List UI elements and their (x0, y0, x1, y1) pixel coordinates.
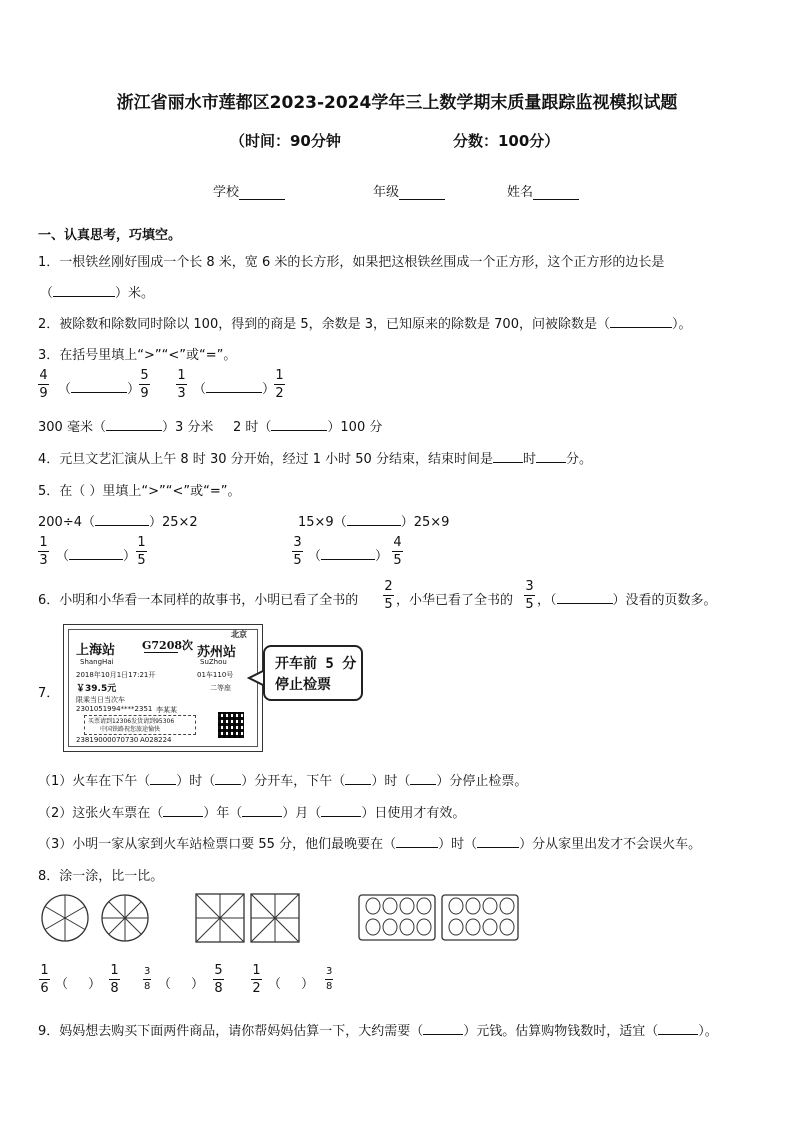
q3-row2-c: 2 时（ (233, 420, 272, 435)
square-eight-parts-b (251, 894, 299, 942)
exam-score: 分数：100分） (453, 132, 560, 150)
q9-close: ）。 (698, 1024, 718, 1039)
q9-text (38, 1020, 718, 1039)
speech-bubble (263, 645, 363, 701)
q2-close: ）。 (671, 317, 692, 332)
strawberry-icon (366, 919, 380, 935)
q3-blank-2[interactable] (206, 381, 262, 393)
q3-blank-1[interactable] (71, 381, 127, 393)
ticket-to: 苏州站 (197, 645, 237, 660)
q8-frac-2: 1 8 (110, 963, 119, 996)
q6-paren: ，（ (537, 593, 557, 608)
q9-blank-2[interactable] (658, 1023, 698, 1035)
ticket-train: G7208次 (142, 639, 194, 652)
ticket-seat: 二等座 (210, 684, 231, 692)
strawberry-icon (400, 898, 414, 914)
q2-stem: 2．被除数和除数同时除以 100，得到的商是 5，余数是 3，已知原来的除数是 700，问被除数是（ (38, 317, 610, 332)
strawberry-icon (417, 919, 431, 935)
strawberry-icon (500, 898, 514, 914)
squares-figure (195, 893, 301, 945)
name-blank[interactable] (533, 187, 579, 200)
name-label: 姓名 (507, 185, 534, 200)
q5-compare-4: （ ） (308, 549, 389, 564)
grade-blank[interactable] (399, 187, 445, 200)
q8-frac-3: 3 8 (144, 966, 151, 992)
school-blank[interactable] (239, 187, 285, 200)
school-field[interactable] (213, 181, 285, 200)
q8-compare-2: （ ） (158, 977, 205, 992)
q7-2-blank-c[interactable] (321, 805, 361, 817)
ticket-datetime: 2018年10月1日17:21开 (76, 671, 156, 679)
ticket-notice-1: 买票请到12306发货请到95306 (88, 718, 175, 725)
q5-blank-4[interactable] (321, 548, 375, 560)
ticket-note: 限乘当日当次车 (76, 696, 125, 704)
q6-frac-a: 2 5 (384, 579, 393, 612)
q9-stem: 9．妈妈想去购买下面两件商品，请你帮妈妈估算一下，大约需要（ (38, 1024, 424, 1039)
square-eight-parts-a (196, 894, 244, 942)
q7-3-blank-b[interactable] (477, 836, 519, 848)
ticket-notice-2: 中国铁路祝您旅途愉快 (100, 726, 161, 733)
q7-2-blank-b[interactable] (242, 805, 282, 817)
ticket-serial-2: A028224 (140, 736, 172, 744)
q2-text (38, 313, 692, 332)
q5-blank-3[interactable] (69, 548, 123, 560)
q4-blank-hour[interactable] (493, 451, 523, 463)
q7-3-blank-a[interactable] (396, 836, 438, 848)
ticket-from-pinyin: ShangHai (80, 658, 114, 666)
grade-field[interactable] (373, 181, 445, 200)
ticket-city-stamp: 北京 (231, 630, 247, 639)
q4-hour: 时 (522, 452, 536, 467)
q3-compare-2: （ ） (193, 382, 276, 397)
q8-blank-1[interactable] (68, 977, 88, 988)
q3-row2-d: ）100 分 (327, 420, 383, 435)
ticket-id: 2301051994****2351 (76, 705, 153, 713)
q5-text: 5．在（ ）里填上“>”“<”或“=”。 (38, 484, 241, 499)
q8-frac-1: 1 6 (40, 963, 49, 996)
strawberry-icon (383, 919, 397, 935)
ticket-to-pinyin: SuZhou (200, 658, 227, 666)
q5-blank-1[interactable] (95, 514, 149, 526)
q5-b-left: 15×9（ (298, 515, 347, 530)
q5-a-right: ）25×2 (148, 515, 198, 530)
circle-six-parts (42, 895, 88, 941)
q5-frac-b: 1 5 (137, 535, 146, 568)
strawberry-icon (466, 898, 480, 914)
bubble-line-1: 开车前 5 分 (275, 656, 357, 672)
strawberry-icon (449, 919, 463, 935)
q7-sub1: （1）火车在下午（ ）时（ ）分开车，下午（ ）时（ ）分停止检票。 (38, 774, 528, 789)
q3-compare-1: （ ） (58, 382, 141, 397)
strawberry-icon (466, 919, 480, 935)
q9-blank-1[interactable] (423, 1023, 463, 1035)
q1-blank[interactable] (53, 285, 115, 297)
strawberry-icon (483, 898, 497, 914)
q3-blank-4[interactable] (271, 419, 327, 431)
section-heading: 一、认真思考，巧填空。 (38, 228, 182, 243)
q3-blank-3[interactable] (106, 419, 162, 431)
ticket-arrow (144, 652, 178, 653)
strawberry-icon (366, 898, 380, 914)
strawberry-icon (500, 919, 514, 935)
name-field[interactable] (507, 181, 579, 200)
strawberry-icon (400, 919, 414, 935)
strawberry-icon (383, 898, 397, 914)
q6-pre: 6．小明和小华看一本同样的故事书，小明已看了全书的 (38, 593, 359, 608)
q6-blank[interactable] (557, 592, 613, 604)
q5-compare-3: （ ） (56, 549, 137, 564)
q7-1-blank-c[interactable] (345, 773, 371, 785)
circle-eight-parts (102, 895, 148, 941)
school-label: 学校 (213, 185, 240, 200)
qr-code-icon (218, 712, 244, 738)
q1-paren-close: ）米。 (115, 286, 155, 301)
q1-text: 1．一根铁丝刚好围成一个长 8 米，宽 6 米的长方形，如果把这根铁丝围成一个正方形，这个正方形的边长是 (38, 255, 665, 270)
q7-sub3: （3）小明一家从家到火车站检票口要 55 分，他们最晚要在（ ）时（ ）分从家里出发才不会误火车。 (38, 837, 702, 852)
ticket-passenger: 李某某 (156, 706, 177, 714)
q3-row2-2 (233, 416, 382, 435)
q3-frac-d: 1 2 (275, 368, 284, 401)
q8-compare-1: （ ） (55, 977, 102, 992)
q3-row2-a: 300 毫米（ (38, 420, 106, 435)
q5-b-right: ）25×9 (400, 515, 450, 530)
strawberry-icon (483, 919, 497, 935)
q5-blank-2[interactable] (347, 514, 401, 526)
q6-post (537, 589, 717, 608)
strawberry-icon (417, 898, 431, 914)
q7-1-blank-a[interactable] (150, 773, 176, 785)
ticket-car: 01车110号 (197, 671, 234, 679)
ticket-price: ￥39.5元 (76, 684, 117, 694)
q8-text: 8．涂一涂，比一比。 (38, 869, 164, 884)
q1-answer-line (40, 282, 154, 301)
q5-frac-c: 3 5 (293, 535, 302, 568)
bubble-line-2: 停止检票 (275, 677, 331, 693)
q7-2-blank-a[interactable] (163, 805, 203, 817)
q7-number: 7． (38, 686, 60, 701)
q5-a-left: 200÷4（ (38, 515, 95, 530)
q9-mid: ）元钱。估算购物钱数时，适宜（ (463, 1024, 659, 1039)
q7-1-blank-b[interactable] (215, 773, 241, 785)
q8-frac-6: 3 8 (326, 966, 333, 992)
q4-stem: 4．元旦文艺汇演从上午 8 时 30 分开始，经过 1 小时 50 分结束，结束时间是 (38, 452, 493, 467)
q5-frac-a: 1 3 (39, 535, 48, 568)
q3-frac-a: 4 9 (39, 368, 48, 401)
q6-close: ）没看的页数多。 (612, 593, 717, 608)
q5-row1-b (298, 511, 449, 530)
q3-row2-b: ）3 分米 (161, 420, 214, 435)
q7-1-blank-d[interactable] (410, 773, 436, 785)
q8-compare-3: （ ） (268, 977, 315, 992)
q3-row2 (38, 416, 213, 435)
q8-blank-2[interactable] (171, 977, 191, 988)
q3-frac-b: 5 9 (140, 368, 149, 401)
strawberry-boxes-figure (358, 894, 520, 942)
exam-time: （时间：90分钟 (230, 132, 341, 150)
q3-frac-c: 1 3 (177, 368, 186, 401)
q3-text: 3．在括号里填上“>”“<”或“=”。 (38, 348, 237, 363)
strawberry-icon (449, 898, 463, 914)
circles-figure (40, 893, 150, 945)
grade-label: 年级 (373, 185, 400, 200)
q4-text (38, 448, 592, 467)
ticket-serial: 23819000070730 (76, 736, 139, 744)
q2-blank[interactable] (610, 316, 672, 328)
q4-blank-min[interactable] (536, 451, 566, 463)
q4-min: 分。 (565, 452, 592, 467)
q6-frac-b: 3 5 (525, 579, 534, 612)
q8-frac-5: 1 2 (252, 963, 261, 996)
page-title: 浙江省丽水市莲都区2023-2024学年三上数学期末质量跟踪监视模拟试题 (116, 93, 678, 113)
q7-sub2: （2）这张火车票在（ ）年（ ）月（ ）日使用才有效。 (38, 806, 466, 821)
ticket-from: 上海站 (76, 643, 116, 658)
q6-mid: ，小华已看了全书的 (396, 593, 514, 608)
q5-row1-a (38, 511, 198, 530)
q1-paren-open: （ (40, 286, 54, 301)
q8-frac-4: 5 8 (214, 963, 223, 996)
q5-frac-d: 4 5 (393, 535, 402, 568)
q8-blank-3[interactable] (281, 977, 301, 988)
